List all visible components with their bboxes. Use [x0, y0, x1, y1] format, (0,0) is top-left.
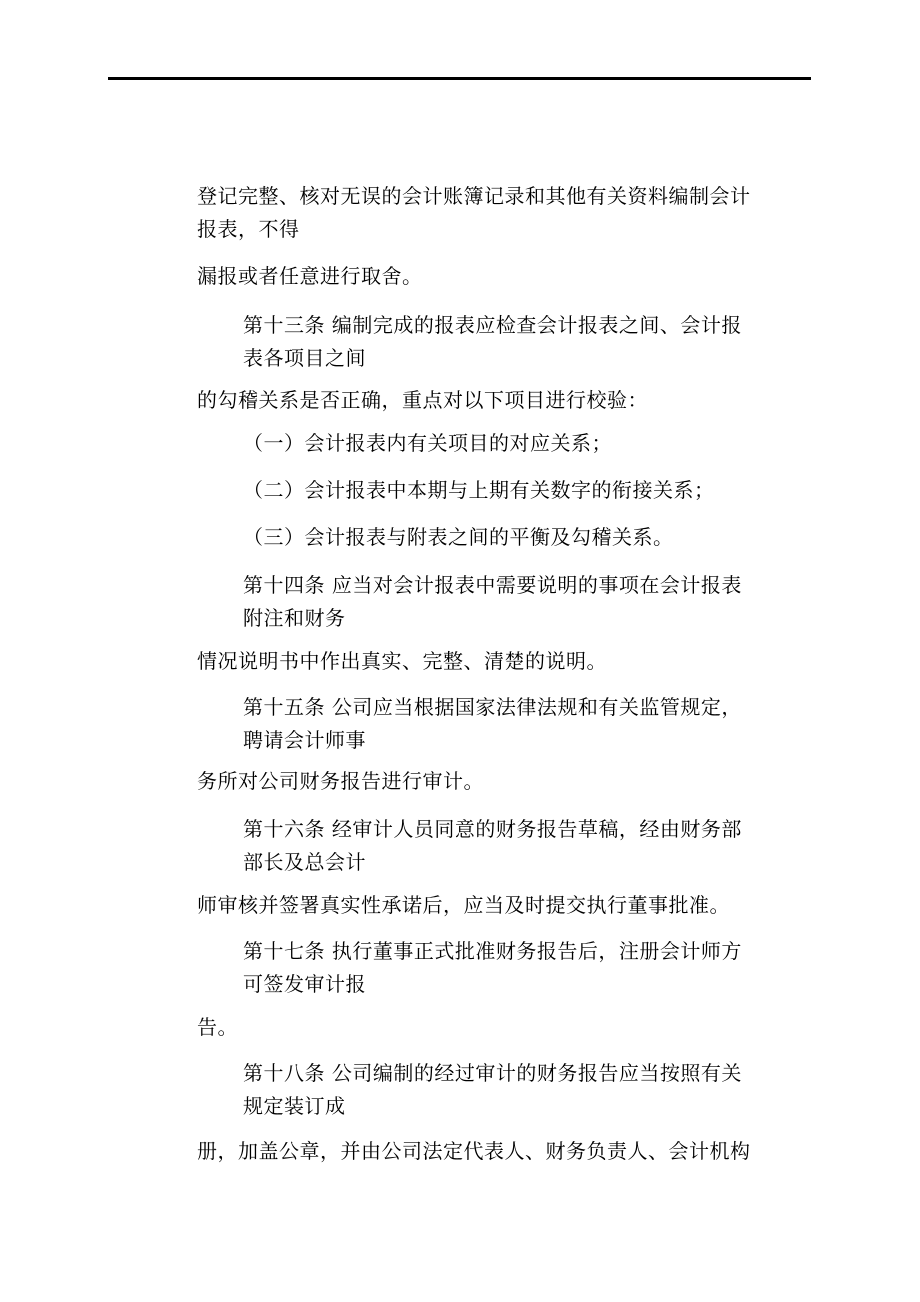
text-line: （一）会计报表内有关项目的对应关系； — [243, 431, 612, 455]
text-line: 表各项目之间 — [243, 346, 366, 370]
text-line: （三）会计报表与附表之间的平衡及勾稽关系。 — [243, 525, 674, 549]
text-line: 漏报或者任意进行取舍。 — [197, 264, 423, 288]
text-line: 部长及总会计 — [243, 850, 366, 874]
text-line: 报表，不得 — [197, 217, 300, 241]
text-line: 告。 — [197, 1015, 238, 1039]
text-line: 聘请会计师事 — [243, 728, 366, 752]
header-rule — [108, 77, 811, 80]
text-line: 附注和财务 — [243, 606, 346, 630]
text-line: 情况说明书中作出真实、完整、清楚的说明。 — [197, 649, 607, 673]
text-line: 师审核并签署真实性承诺后，应当及时提交执行董事批准。 — [197, 893, 730, 917]
text-line: 的勾稽关系是否正确，重点对以下项目进行校验： — [197, 388, 648, 412]
text-line: 可签发审计报 — [243, 972, 366, 996]
text-line: 册，加盖公章，并由公司法定代表人、财务负责人、会计机构 — [197, 1139, 751, 1163]
text-line: 第十七条 执行董事正式批准财务报告后，注册会计师方 — [243, 939, 742, 963]
text-line: 务所对公司财务报告进行审计。 — [197, 769, 484, 793]
text-line: 第十三条 编制完成的报表应检查会计报表之间、会计报 — [243, 313, 742, 337]
text-line: 第十五条 公司应当根据国家法律法规和有关监管规定， — [243, 695, 742, 719]
text-line: 规定装订成 — [243, 1094, 346, 1118]
text-line: 第十六条 经审计人员同意的财务报告草稿，经由财务部 — [243, 817, 742, 841]
text-line: 第十四条 应当对会计报表中需要说明的事项在会计报表 — [243, 573, 742, 597]
text-line: 第十八条 公司编制的经过审计的财务报告应当按照有关 — [243, 1061, 742, 1085]
text-line: （二）会计报表中本期与上期有关数字的衔接关系； — [243, 478, 715, 502]
text-line: 登记完整、核对无误的会计账簿记录和其他有关资料编制会计 — [197, 184, 751, 208]
